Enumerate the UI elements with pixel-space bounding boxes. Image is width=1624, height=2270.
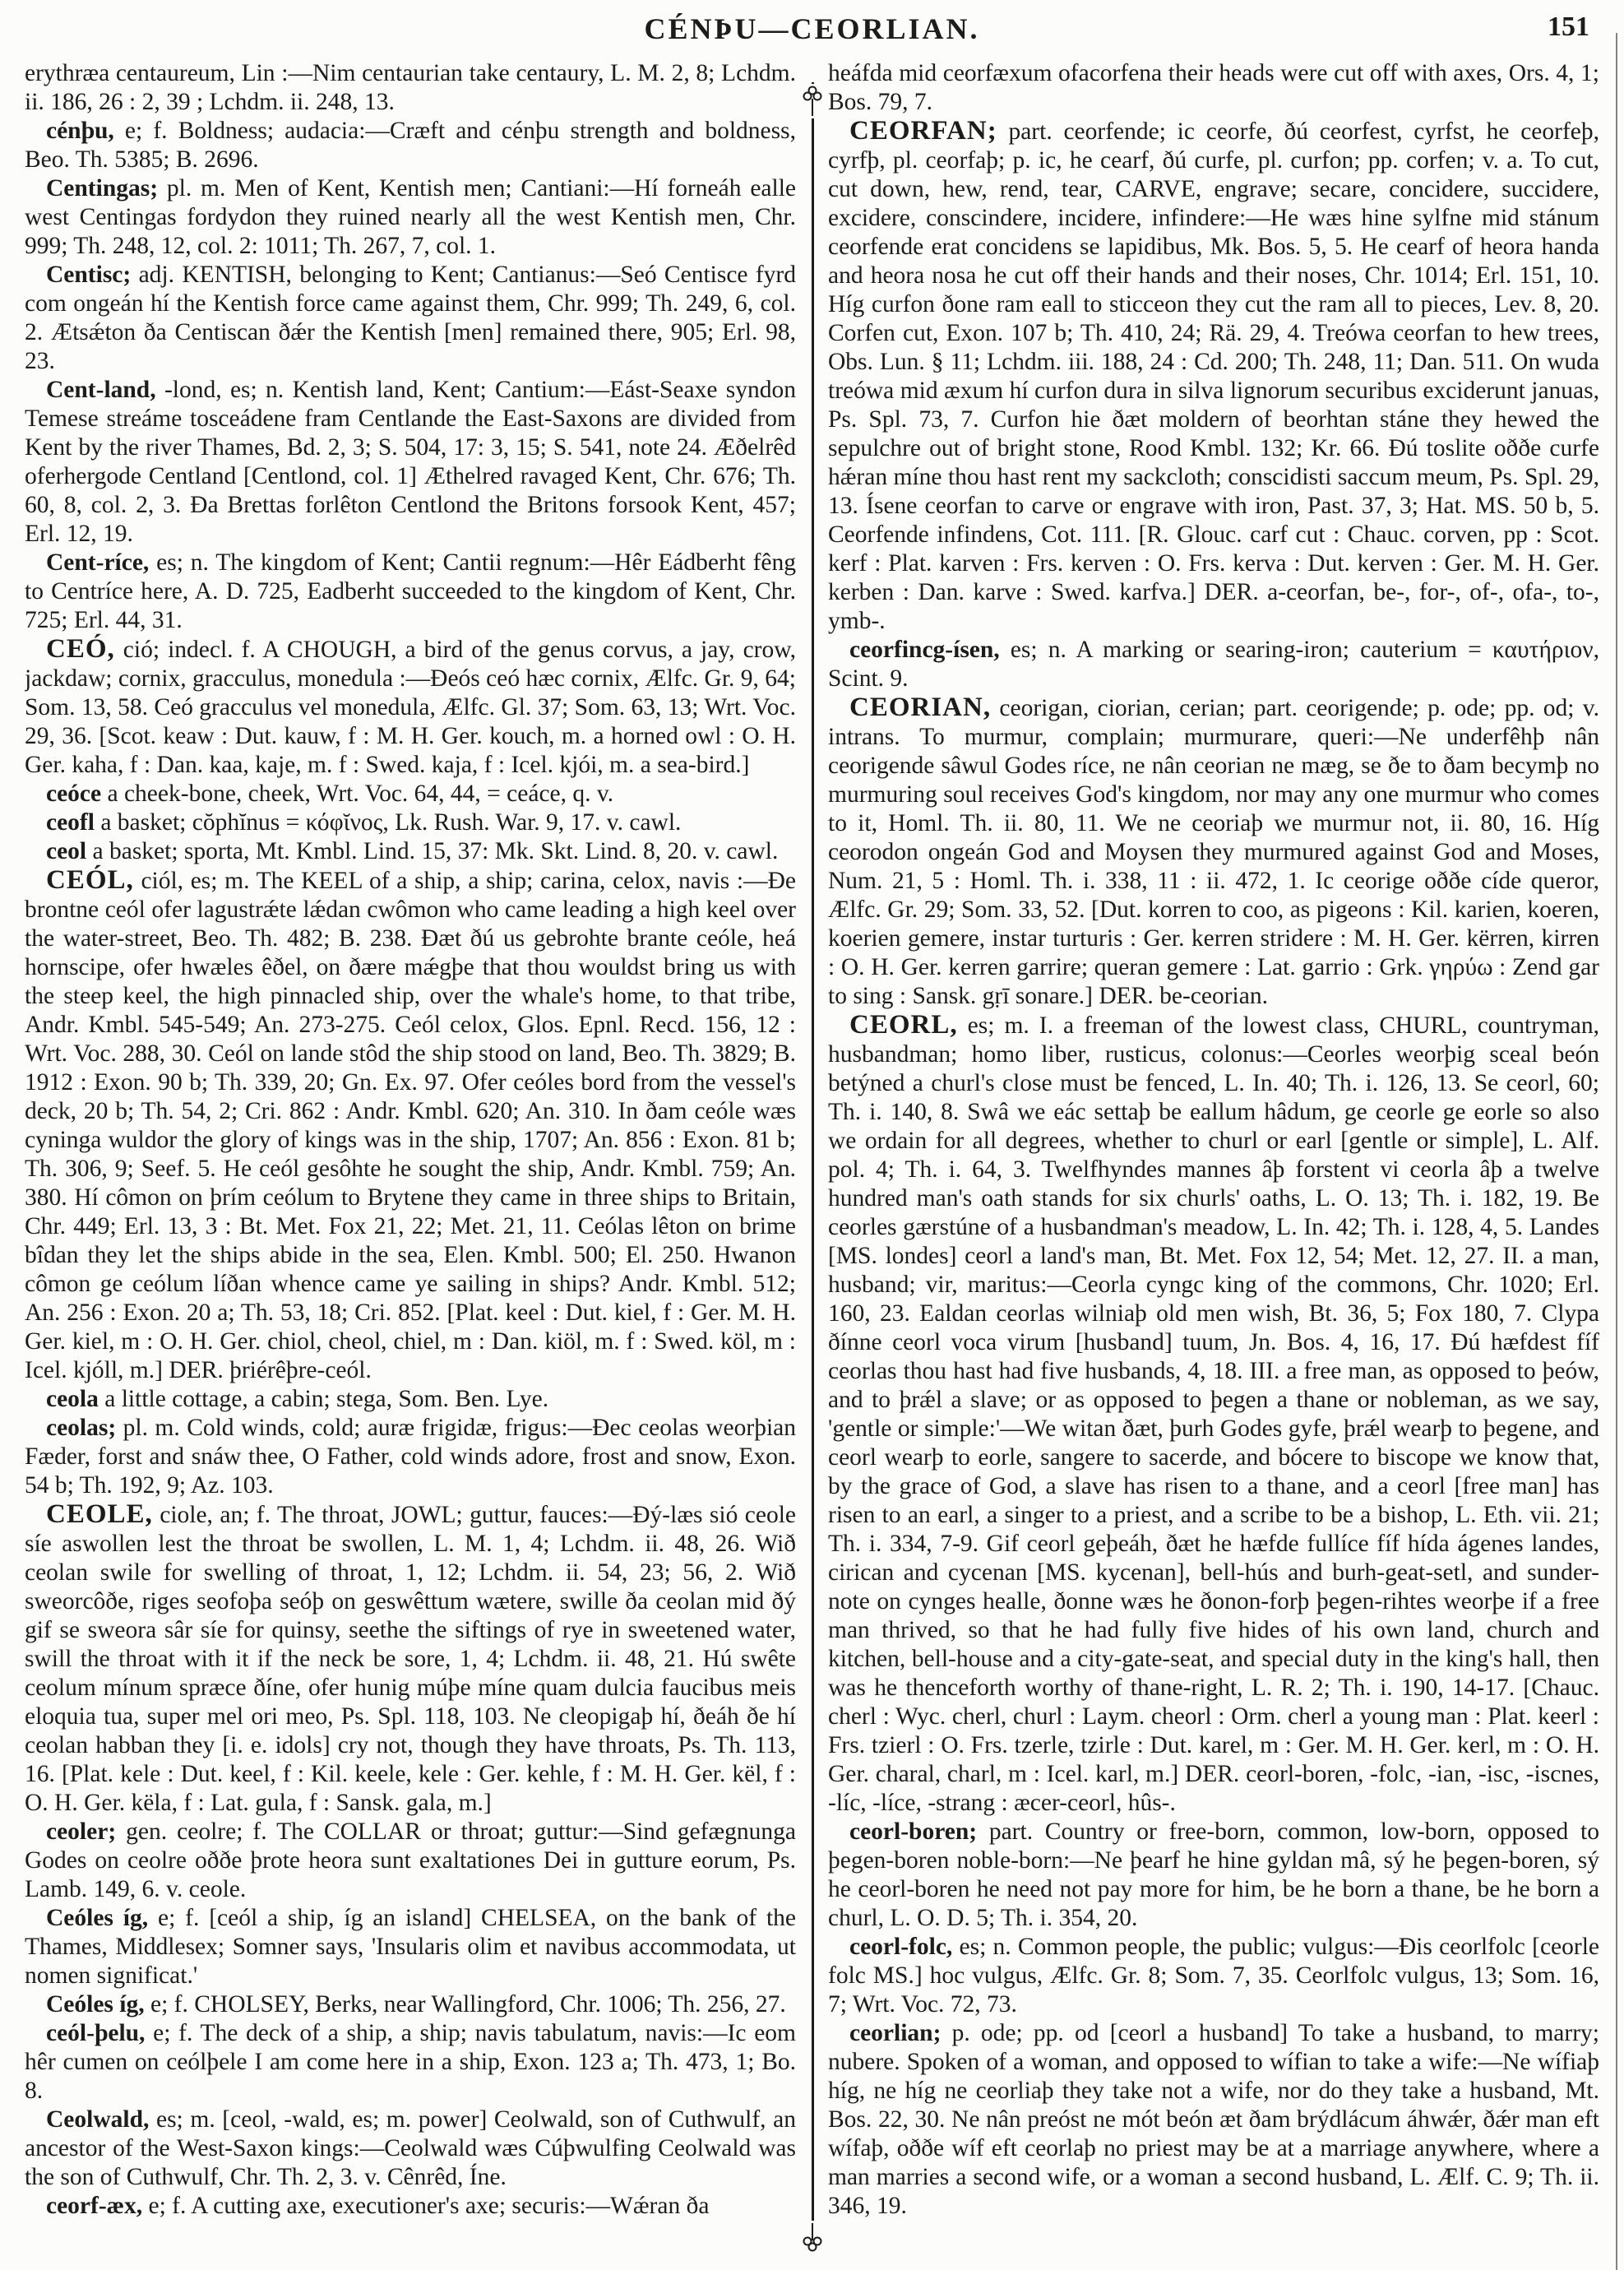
entry-text: a cheek-bone, cheek, Wrt. Voc. 64, 44, = ceáce, q. v.	[101, 781, 614, 807]
entry-text: p. ode; pp. od [ceorl a husband] To take a husband, to marry; nubere. Spoken of a woman, and opposed to wífian to take a wife:—Ne wífiaþ híg, ne híg ne ceorliaþ they take not a wife, nor do they take a husband, Mt. Bos. 22, 30. Ne nân preóst ne mót beón æt ðam brýdlácum áhwǽr, ðǽr man eft wífaþ, oððe wíf eft ceorlaþ no priest may be at a marriage anywhere, where a man marries a second wife, or a woman a second husband, L. Ælf. C. 9; Th. ii. 346, 19.	[828, 2020, 1599, 2219]
headword: ceorf-æx,	[46, 2193, 143, 2219]
dictionary-entry	[25, 2106, 796, 2192]
entry-text: es; m. I. a freeman of the lowest class, CHURL, countryman, husbandman; homo liber, rusticus, colonus:—Ceorles weorþig sceal beón betýned a churl's close must be fenced, L. In. 40; Th. i. 126, 13. Se ceorl, 60; Th. i. 140, 8. Swâ we eác settaþ be eallum hâdum, ge ceorle ge eorle so also we ordain for all degrees, whether to churl or earl [gentle or simple], L. Alf. pol. 4; Th. i. 64, 3. Twelfhyndes mannes âþ forstent vi ceorla âþ a twelve hundred man's oath stands for six churls' oaths, L. O. 13; Th. i. 182, 19. Be ceorles gærstúne of a husbandman's meadow, L. In. 42; Th. i. 128, 4, 5. Landes [MS. londes] ceorl a land's man, Bt. Met. Fox 12, 54; Met. 12, 27. II. a man, husband; vir, maritus:—Ceorla cyngc king of the commons, Chr. 1020; Erl. 160, 23. Ealdan ceorlas wilniaþ old men wish, Bt. 36, 5; Fox 180, 7. Clypa ðínne ceorl voca virum [husband] tuum, Jn. Bos. 4, 16, 17. Ðú hæfdest fíf ceorlas thou hast had five husbands, 4, 18. III. a free man, as opposed to þeów, and to þrǽl a slave; or as opposed to þegen a thane or nobleman, as we say, 'gentle or simple:'—We witan ðæt, þurh Godes gyfe, þrǽl wearþ to þegene, and ceorl wearþ to eorle, sangere to sacerde, and bócere to biscope we know that, by the grace of God, a slave has risen to a thane, and a ceorl [free man] has risen to an earl, a singer to a priest, and a scribe to be a bishop, L. Eth. vii. 21; Th. i. 334, 7-9. Gif ceorl geþeáh, ðæt he hæfde fullíce fíf hída ágenes landes, cirican and cycenan [MS. kycenan], bell-hús and burh-geat-setl, and sunder-note on cynges healle, ðonne wæs he ðonon-forþ þegen-rihtes weorþe if a free man thrived, so that he had fully five hides of his own land, church and kitchen, bell-house and a city-gate-seat, and special duty in the king's hall, then was he thenceforth worthy of thane-right, L. R. 2; Th. i. 190, 14-17. [Chauc. cherl : Wyc. cherl, churl : Laym. cheorl : Orm. cherl a young man : Plat. keerl : Frs. tzierl : O. Frs. tzerle, tzirle : Dut. karel, m : Ger. M. H. Ger. kerl, m : O. H. Ger. charal, charl, m : Icel. karl, m.] DER. ceorl-boren, -folc, -ian, -isc, -iscnes, -líc, -líce, -strang : æcer-ceorl, hûs-.	[828, 1012, 1599, 1816]
trefoil-icon	[802, 2222, 823, 2254]
headword: Cent-ríce,	[46, 549, 150, 576]
running-head	[25, 12, 1599, 59]
entry-text: ceorigan, ciorian, cerian; part. ceorigende; p. ode; pp. od; v. intrans. To murmur, complain; murmurare, queri:—Ne underfêhþ nân ceorigende sâwul Godes ríce, ne nân ceorian ne mæg, se ðe to ðam becymþ no murmuring soul receives God's kingdom, nor may any one murmur who comes to it, Homl. Th. ii. 80, 11. We ne ceoriaþ we murmur not, ii. 80, 16. Híg ceorodon ongeán God and Moysen they murmured against God and Moses, Num. 21, 5 : Homl. Th. i. 338, 11 : ii. 472, 1. Ic ceorige oððe cíde queror, Ælfc. Gr. 29; Som. 33, 52. [Dut. korren to coo, as pigeons : Kil. karien, koeren, koerien gemere, instar turturis : Ger. kerren stridere : M. H. Ger. kërren, kirren : O. H. Ger. kerren garrire; queran gemere : Lat. garrio : Grk. γηρύω : Zend gar to sing : Sansk. gṛī sonare.] DER. be-ceorian.	[828, 695, 1599, 1009]
entry-text: e; f. The deck of a ship, a ship; navis tabulatum, navis:—Ic eom hêr cumen on ceólþele I am come here in a ship, Exon. 123 a; Th. 473, 1; Bo. 8.	[25, 2020, 796, 2104]
dictionary-entry-continuation	[828, 59, 1599, 117]
dictionary-entry	[25, 117, 796, 174]
dictionary-entry	[25, 837, 796, 866]
dictionary-entry	[25, 549, 796, 635]
page-edge-scan-line	[1616, 33, 1617, 2270]
headword: CEORFAN;	[849, 116, 997, 146]
dictionary-entry	[25, 780, 796, 808]
headword: ceol	[46, 838, 87, 864]
headword: ceorfincg-ísen,	[849, 637, 1000, 663]
dictionary-entry	[828, 1933, 1599, 2019]
entry-text: -lond, es; n. Kentish land, Kent; Cantium:—Eást-Seaxe syndon Temese streáme tosceádene fram Centlande the East-Saxons are divided from Kent by the river Thames, Bd. 2, 3; S. 504, 17: 3, 15; S. 541, note 24. Æðelrêd oferhergode Centland [Centlond, col. 1] Æthelred ravaged Kent, Chr. 676; Th. 60, 8, col. 2, 3. Ða Brettas forlêton Centlond the Britons forsook Kent, 457; Erl. 12, 19.	[25, 377, 796, 547]
entry-text: es; n. A marking or searing-iron; cauterium = καυτήριον, Scint. 9.	[828, 637, 1599, 692]
headword: ceola	[46, 1386, 99, 1412]
entry-text: e; f. CHOLSEY, Berks, near Wallingford, Chr. 1006; Th. 256, 27.	[144, 1991, 786, 2018]
dictionary-entry	[828, 117, 1599, 636]
two-column-text-block	[25, 59, 1599, 2257]
entry-text: a basket; sporta, Mt. Kmbl. Lind. 15, 37: Mk. Skt. Lind. 8, 20. v. cawl.	[86, 838, 779, 864]
headword: ceorl-folc,	[849, 1934, 953, 1960]
dictionary-entry	[25, 866, 796, 1385]
headword: ceolas;	[46, 1415, 117, 1441]
entry-text: erythræa centaureum, Lin :—Nim centaurian take centaury, L. M. 2, 8; Lchdm. ii. 186, 26 : 2, 39 ; Lchdm. ii. 248, 13.	[25, 60, 796, 115]
entry-text: es; n. The kingdom of Kent; Cantii regnum:—Hêr Eádberht fêng to Centríce here, A. D. 725, Eadberht succeeded to the kingdom of Kent, Chr. 725; Erl. 44, 31.	[25, 549, 796, 633]
entry-text: gen. ceolre; f. The COLLAR or throat; guttur:—Sind gefægnunga Godes on ceolre oððe þrote heora sunt exaltationes Dei in gutture eorum, Ps. Lamb. 149, 6. v. ceole.	[25, 1818, 796, 1902]
headword: ceofl	[46, 809, 95, 836]
headword: ceorl-boren;	[849, 1818, 978, 1845]
entry-text: e; f. A cutting axe, executioner's axe; securis:—Wǽran ða	[142, 2193, 710, 2219]
left-column	[25, 59, 796, 2257]
headword: ceorlian;	[849, 2020, 942, 2046]
entry-text: adj. KENTISH, belonging to Kent; Cantianus:—Seó Centisce fyrd com ongeán hí the Kentish force came against them, Chr. 999; Th. 249, 6, col. 2. Ætsǽton ða Centiscan ðǽr the Kentish [men] remained there, 905; Erl. 98, 23.	[25, 262, 796, 374]
entry-text: ciole, an; f. The throat, JOWL; guttur, fauces:—Ðý-læs sió ceole síe aswollen lest the throat be swollen, L. M. 1, 4; Lchdm. ii. 48, 26. Wið ceolan swile for swelling of throat, 1, 12; Lchdm. ii. 54, 23; 56, 2. Wið sweorcôðe, riges seofoþa seóþ on geswêttum wætere, swille ða ceolan mid ðý gif se sweora sâr síe for quinsy, seethe the siftings of rye in sweetened water, swill the throat with it if the neck be sore, 1, 4; Lchdm. ii. 48, 21. Hú swête ceolum mínum spræce ðíne, ofer hunig múþe míne quam dulcia faucibus meis eloquia tua, super mel ori meo, Ps. Spl. 118, 103. Ne cleopigaþ hí, ðeáh ðe hí ceolan habban they [i. e. idols] cry not, though they have throats, Ps. Th. 113, 16. [Plat. kele : Dut. keel, f : Kil. keele, kele : Ger. kehle, f : M. H. Ger. kël, f : O. H. Ger. këla, f : Lat. gula, f : Sansk. gala, m.]	[25, 1502, 796, 1816]
entry-text: pl. m. Cold winds, cold; auræ frigidæ, frigus:—Ðec ceolas weorþian Fæder, forst and snáw thee, O Father, cold winds adore, frost and snow, Exon. 54 b; Th. 192, 9; Az. 103.	[25, 1415, 796, 1499]
headword: ceóce	[46, 781, 102, 807]
headword: CEÓ,	[46, 634, 115, 664]
dictionary-entry	[828, 1818, 1599, 1933]
headword: ceól-þelu,	[46, 2020, 146, 2046]
dictionary-entry	[828, 693, 1599, 1011]
headword: Cent-land,	[46, 377, 156, 403]
dictionary-entry	[828, 1011, 1599, 1818]
dictionary-entry	[25, 1818, 796, 1904]
headword: CEORIAN,	[849, 693, 992, 722]
headword: Ceóles íg,	[46, 1991, 145, 2018]
headword: ceoler;	[46, 1818, 117, 1845]
dictionary-entry	[25, 1385, 796, 1414]
dictionary-entry	[25, 635, 796, 780]
entry-text: pl. m. Men of Kent, Kentish men; Cantiani:—Hí forneáh ealle west Centingas fordydon they ruined nearly all the west Kentish men, Chr. 999; Th. 248, 12, col. 2: 1011; Th. 267, 7, col. 1.	[25, 175, 796, 259]
dictionary-entry	[25, 2019, 796, 2106]
dictionary-entry	[828, 636, 1599, 693]
dictionary-entry	[25, 376, 796, 549]
entry-text: part. Country or free-born, common, low-born, opposed to þegen-boren noble-born:—Ne þearf he hine gyldan mâ, sý he þegen-boren, sý he ceorl-boren he need not pay more for him, be he born a thane, be he born a churl, L. O. D. 5; Th. i. 354, 20.	[828, 1818, 1599, 1931]
headword: Centingas;	[46, 175, 159, 202]
headword: Ceóles íg,	[46, 1905, 149, 1931]
headword: CEOLE,	[46, 1499, 153, 1529]
dictionary-entry	[828, 2019, 1599, 2221]
page-title: CÉNÞU—CEORLIAN.	[644, 12, 980, 45]
entry-text: ció; indecl. f. A CHOUGH, a bird of the genus corvus, a jay, crow, jackdaw; cornix, gracculus, monedula :—Ðeós ceó hæc cornix, Ælfc. Gr. 9, 64; Som. 13, 58. Ceó gracculus vel monedula, Ælfc. Gl. 37; Som. 63, 13; Wrt. Voc. 29, 36. [Scot. keaw : Dut. kauw, f : M. H. Ger. kouch, m. a horned owl : O. H. Ger. kaha, f : Dan. kaa, kaje, m. f : Swed. kaja, f : Icel. kjói, m. a sea-bird.]	[25, 637, 796, 778]
entry-text: part. ceorfende; ic ceorfe, ðú ceorfest, cyrfst, he ceorfeþ, cyrfþ, pl. ceorfaþ; p. ic, he cearf, ðú curfe, pl. curfon; pp. corfen; v. a. To cut, cut down, hew, rend, tear, CARVE, engrave; secare, concidere, succidere, excidere, conscindere, incidere, infindere:—He wæs hine sylfne mid stánum ceorfende erat concidens se lapidibus, Mk. Bos. 5, 5. He cearf of heora handa and heora nosa he cut off their hands and their noses, Chr. 1014; Erl. 151, 10. Híg curfon ðone ram eall to sticceon they cut the ram all to pieces, Lev. 8, 20. Corfen cut, Exon. 107 b; Th. 410, 24; Rä. 29, 4. Treówa ceorfan to hew trees, Obs. Lun. § 11; Lchdm. iii. 188, 24 : Cd. 200; Th. 248, 11; Dan. 511. On wuda treówa mid æxum hí curfon dura in silva lignorum securibus exciderunt januas, Ps. Spl. 73, 7. Curfon hie ðæt moldern of beorhtan stáne they hewed the sepulchre out of bright stone, Rood Kmbl. 132; Kr. 66. Ðú toslite oððe curfe hǽran míne thou hast rent my sackcloth; conscidisti saccum meum, Ps. Spl. 29, 13. Ísene ceorfan to carve or engrave with iron, Past. 37, 3; Hat. MS. 50 b, 5. Ceorfende infindens, Cot. 111. [R. Glouc. carf cut : Chauc. corven, pp : Scot. kerf : Plat. karven : Frs. kerven : O. Frs. kerva : Dut. kerven : Ger. M. H. Ger. kerben : Dan. karve : Swed. karfva.] DER. a-ceorfan, be-, for-, of-, ofa-, to-, ymb-.	[828, 118, 1599, 634]
dictionary-entry-continuation	[25, 59, 796, 117]
trefoil-printer-mark-icon	[800, 84, 825, 118]
dictionary-entry	[25, 1990, 796, 2019]
dictionary-entry	[25, 1414, 796, 1500]
headword: CEÓL,	[46, 865, 134, 895]
dictionary-entry	[25, 1904, 796, 1990]
entry-text: a basket; cŏphĭnus = κόφῐνος, Lk. Rush. War. 9, 17. v. cawl.	[94, 809, 682, 836]
headword: Centisc;	[46, 262, 132, 288]
right-column	[828, 59, 1599, 2257]
entry-text: ciól, es; m. The KEEL of a ship, a ship; carina, celox, navis :—Ðe brontne ceól ofer lagustrǽte lǽdan cwômon who came leading a high keel over the water-street, Beo. Th. 482; B. 238. Ðæt ðú us gebrohte brante ceóle, heá hornscipe, ofer hwæles êðel, on ðære mǽgþe that thou wouldst bring us with the steep keel, the high pinnacled ship, over the whale's home, to that tribe, Andr. Kmbl. 545-549; An. 273-275. Ceól celox, Glos. Epnl. Recd. 156, 12 : Wrt. Voc. 288, 30. Ceól on lande stôd the ship stood on land, Beo. Th. 3829; B. 1912 : Exon. 90 b; Th. 339, 20; Gn. Ex. 97. Ofer ceóles bord from the vessel's deck, 20 b; Th. 54, 2; Cri. 862 : Andr. Kmbl. 620; An. 310. In ðam ceóle wæs cyninga wuldor the glory of kings was in the ship, 1707; An. 856 : Exon. 81 b; Th. 306, 9; Seef. 5. He ceól gesôhte he sought the ship, Andr. Kmbl. 759; An. 380. Hí cômon on þrím ceólum to Brytene they came in three ships to Britain, Chr. 449; Erl. 13, 3 : Bt. Met. Fox 21, 22; Met. 21, 11. Ceólas lêton on brime bîdan they let the ships abide in the sea, Elen. Kmbl. 500; El. 250. Hwanon cômon ge ceólum líðan whence came ye sailing in ships? Andr. Kmbl. 512; An. 256 : Exon. 20 a; Th. 53, 18; Cri. 852. [Plat. keel : Dut. kiel, f : Ger. M. H. Ger. kiel, m : O. H. Ger. chiol, cheol, chiel, m : Dan. kiöl, m. f : Swed. köl, m : Icel. kjóll, m.] DER. þriérêþre-ceól.	[25, 868, 796, 1383]
entry-text: heáfda mid ceorfæxum ofacorfena their heads were cut off with axes, Ors. 4, 1; Bos. 79, 7.	[828, 60, 1599, 115]
dictionary-entry	[25, 1500, 796, 1818]
dictionary-entry	[25, 261, 796, 376]
entry-text: e; f. Boldness; audacia:—Cræft and cénþu strength and boldness, Beo. Th. 5385; B. 2696.	[25, 118, 796, 173]
dictionary-entry	[25, 808, 796, 837]
column-divider-rule	[812, 82, 814, 2250]
entry-text: es; m. [ceol, -wald, es; m. power] Ceolwald, son of Cuthwulf, an ancestor of the West-Saxon kings:—Ceolwald wæs Cúþwulfing Ceolwald was the son of Cuthwulf, Chr. Th. 2, 3. v. Cênrêd, Íne.	[25, 2106, 796, 2190]
headword: CEORL,	[849, 1010, 958, 1040]
dictionary-entry	[25, 174, 796, 261]
headword: Ceolwald,	[46, 2106, 150, 2133]
entry-text: a little cottage, a cabin; stega, Som. Ben. Lye.	[98, 1386, 549, 1412]
trefoil-printer-mark-icon	[800, 2221, 825, 2255]
dictionary-entry	[25, 2192, 796, 2221]
entry-text: es; n. Common people, the public; vulgus:—Ðis ceorlfolc [ceorle folc MS.] hoc vulgus, Ælfc. Gr. 8; Som. 7, 35. Ceorlfolc vulgus, 13; Som. 16, 7; Wrt. Voc. 72, 73.	[828, 1934, 1599, 2018]
page-number: 151	[1548, 12, 1589, 42]
trefoil-icon	[802, 86, 823, 117]
headword: cénþu,	[46, 118, 114, 144]
entry-text: e; f. [ceól a ship, íg an island] CHELSEA, on the bank of the Thames, Middlesex; Somner says, 'Insularis olim et navibus accommodata, ut nomen significat.'	[25, 1905, 796, 1989]
